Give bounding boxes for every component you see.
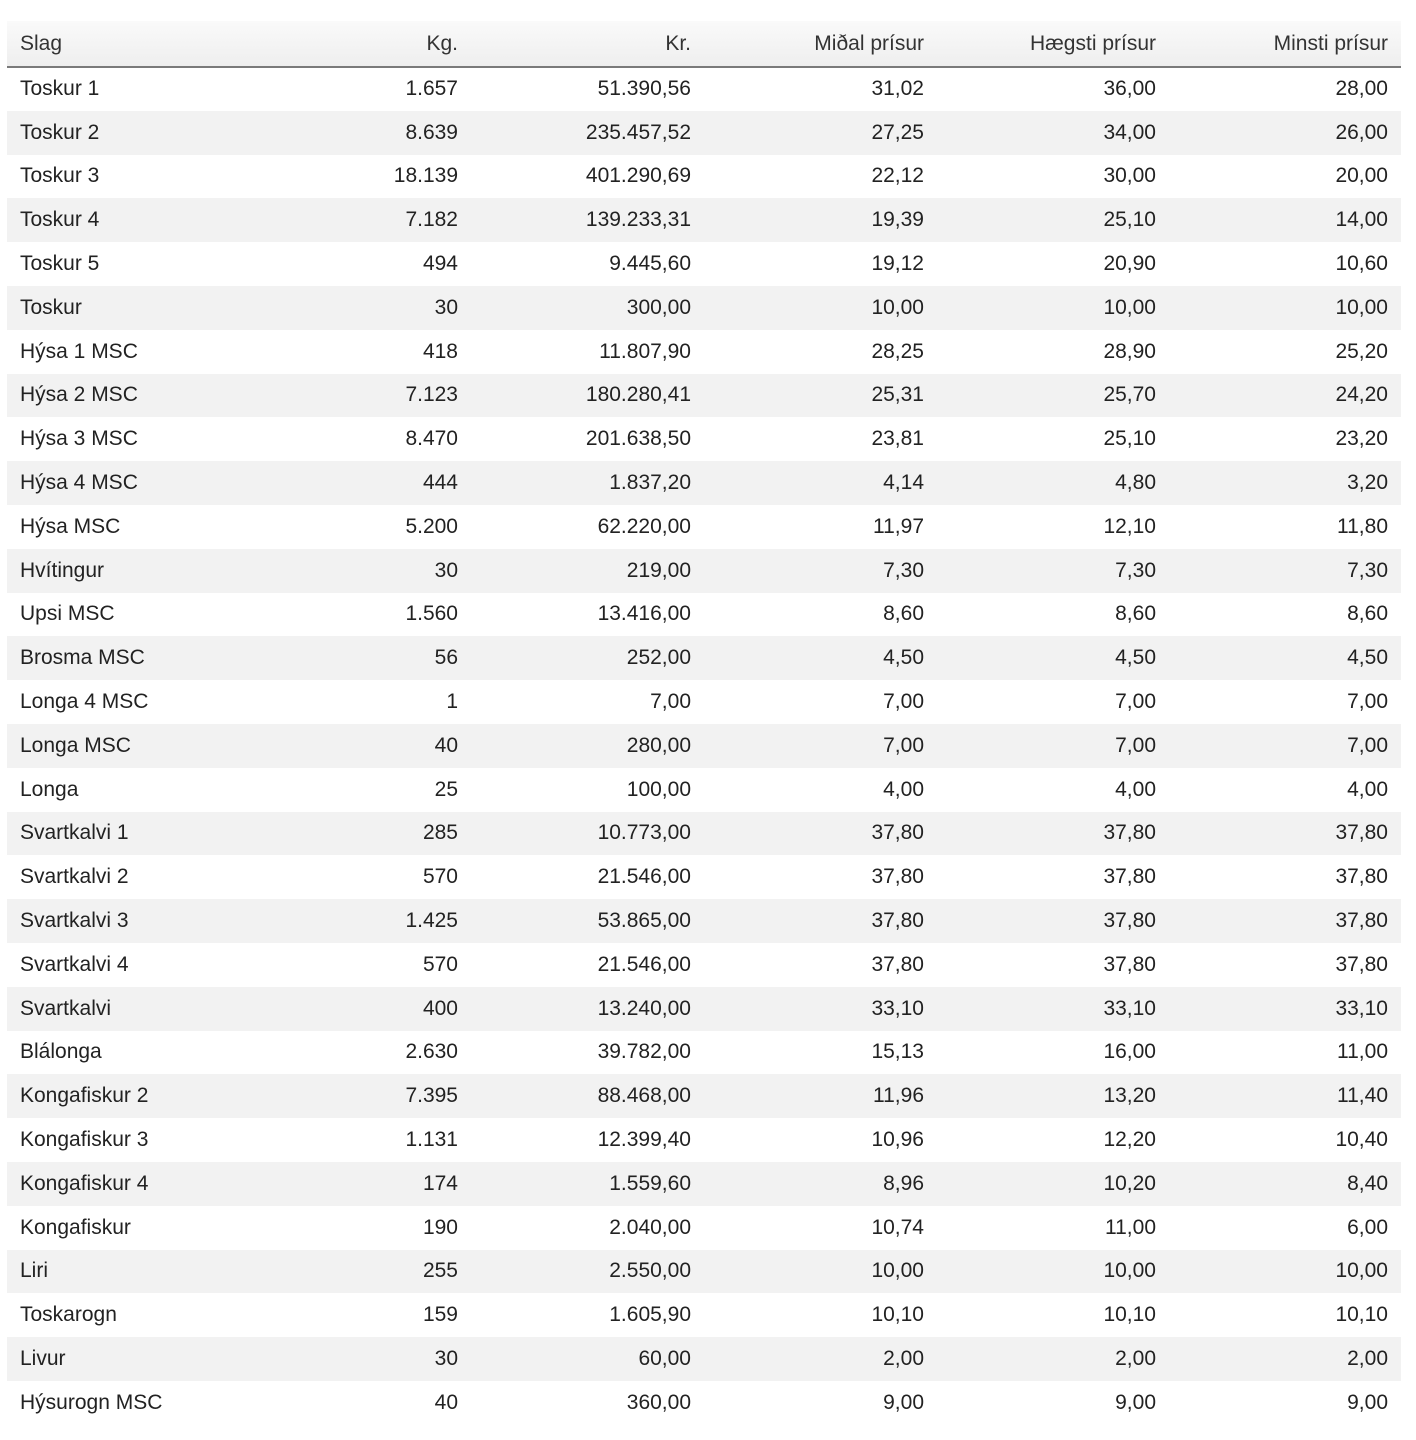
cell-highest-price: 37,80: [1103, 952, 1156, 976]
cell-highest-price: 16,00: [1103, 1040, 1156, 1064]
table-row: [7, 155, 1401, 199]
cell-average-price: 9,00: [883, 1390, 924, 1414]
cell-average-price: 28,25: [871, 339, 924, 363]
table-row: [7, 111, 1401, 155]
table-row: [7, 1118, 1401, 1162]
cell-slag: Hýsa 4 MSC: [20, 471, 138, 495]
cell-kr: 88.468,00: [597, 1084, 691, 1108]
cell-lowest-price: 6,00: [1347, 1215, 1388, 1239]
cell-lowest-price: 10,00: [1335, 295, 1388, 319]
cell-kr: 280,00: [626, 733, 691, 757]
cell-average-price: 37,80: [871, 952, 924, 976]
cell-kr: 10.773,00: [597, 821, 691, 845]
cell-highest-price: 37,80: [1103, 865, 1156, 889]
cell-highest-price: 37,80: [1103, 821, 1156, 845]
cell-lowest-price: 37,80: [1335, 952, 1388, 976]
cell-lowest-price: 4,50: [1347, 646, 1388, 670]
cell-kg: 5.200: [405, 514, 458, 538]
table-row: [7, 67, 1401, 111]
cell-slag: Svartkalvi 3: [20, 909, 129, 933]
cell-average-price: 8,60: [883, 602, 924, 626]
cell-average-price: 22,12: [871, 164, 924, 188]
cell-slag: Svartkalvi 4: [20, 952, 129, 976]
cell-kg: 7.182: [405, 208, 458, 232]
cell-kg: 18.139: [393, 164, 458, 188]
cell-kr: 235.457,52: [585, 120, 691, 144]
table-row: [7, 242, 1401, 286]
cell-highest-price: 36,00: [1103, 77, 1156, 101]
cell-lowest-price: 10,00: [1335, 1259, 1388, 1283]
table-row: [7, 899, 1401, 943]
cell-kg: 40: [434, 733, 458, 757]
cell-average-price: 10,00: [871, 295, 924, 319]
table-header: [7, 21, 1401, 67]
table-row: [7, 636, 1401, 680]
cell-highest-price: 34,00: [1103, 120, 1156, 144]
cell-kg: 285: [422, 821, 458, 845]
cell-kr: 11.807,90: [599, 339, 691, 363]
cell-highest-price: 7,30: [1115, 558, 1156, 582]
cell-kr: 300,00: [626, 295, 691, 319]
cell-average-price: 7,30: [883, 558, 924, 582]
cell-lowest-price: 8,40: [1347, 1171, 1388, 1195]
cell-average-price: 10,00: [871, 1259, 924, 1283]
cell-average-price: 27,25: [871, 120, 924, 144]
table-row: [7, 768, 1401, 812]
cell-lowest-price: 20,00: [1335, 164, 1388, 188]
cell-average-price: 23,81: [871, 427, 924, 451]
cell-lowest-price: 10,60: [1335, 252, 1388, 276]
cell-lowest-price: 37,80: [1335, 865, 1388, 889]
table-row: [7, 461, 1401, 505]
cell-slag: Kongafiskur 4: [20, 1171, 149, 1195]
cell-slag: Toskur 2: [20, 120, 100, 144]
cell-highest-price: 12,10: [1103, 514, 1156, 538]
cell-lowest-price: 4,00: [1347, 777, 1388, 801]
cell-highest-price: 9,00: [1115, 1390, 1156, 1414]
cell-slag: Hýsurogn MSC: [20, 1390, 163, 1414]
cell-kg: 8.470: [405, 427, 458, 451]
cell-average-price: 10,96: [871, 1128, 924, 1152]
cell-kg: 30: [434, 1347, 458, 1370]
cell-highest-price: 20,90: [1103, 252, 1156, 276]
cell-highest-price: 8,60: [1115, 602, 1156, 626]
cell-kg: 8.639: [405, 120, 458, 144]
cell-highest-price: 2,00: [1115, 1347, 1156, 1370]
cell-kr: 219,00: [626, 558, 691, 582]
cell-kg: 494: [422, 252, 458, 276]
cell-kr: 12.399,40: [597, 1128, 691, 1152]
cell-kg: 2.630: [405, 1040, 458, 1064]
cell-kg: 174: [422, 1171, 458, 1195]
cell-highest-price: 4,80: [1115, 471, 1156, 495]
column-header-kr[interactable]: Kr.: [471, 21, 704, 67]
cell-lowest-price: 9,00: [1347, 1390, 1388, 1414]
cell-slag: Livur: [20, 1347, 66, 1370]
cell-highest-price: 4,00: [1115, 777, 1156, 801]
column-header-highest-price[interactable]: Hægsti prísur: [937, 21, 1169, 67]
cell-lowest-price: 14,00: [1335, 208, 1388, 232]
cell-kr: 201.638,50: [585, 427, 691, 451]
cell-highest-price: 33,10: [1103, 996, 1156, 1020]
cell-slag: Toskur 1: [20, 77, 100, 101]
cell-average-price: 19,12: [871, 252, 924, 276]
cell-highest-price: 10,20: [1103, 1171, 1156, 1195]
cell-kg: 1.131: [405, 1128, 458, 1152]
cell-highest-price: 7,00: [1115, 733, 1156, 757]
cell-kg: 1.657: [405, 77, 458, 101]
table-row: [7, 1162, 1401, 1206]
cell-slag: Longa: [20, 777, 79, 801]
cell-lowest-price: 37,80: [1335, 821, 1388, 845]
cell-kr: 13.240,00: [597, 996, 691, 1020]
cell-slag: Liri: [20, 1259, 49, 1283]
cell-highest-price: 10,00: [1103, 1259, 1156, 1283]
cell-average-price: 15,13: [871, 1040, 924, 1064]
price-table: [7, 21, 1401, 1425]
cell-slag: Hvítingur: [20, 558, 105, 582]
cell-kr: 1.837,20: [609, 471, 691, 495]
column-header-lowest-price[interactable]: Minsti prísur: [1169, 21, 1401, 67]
cell-average-price: 7,00: [883, 733, 924, 757]
cell-kr: 39.782,00: [597, 1040, 691, 1064]
cell-slag: Toskur: [20, 295, 82, 319]
cell-lowest-price: 8,60: [1347, 602, 1388, 626]
cell-highest-price: 10,10: [1103, 1303, 1156, 1327]
cell-slag: Hýsa MSC: [20, 514, 121, 538]
cell-slag: Kongafiskur 3: [20, 1128, 149, 1152]
cell-average-price: 4,00: [883, 777, 924, 801]
header-row: [7, 21, 1401, 67]
cell-kg: 56: [434, 646, 458, 670]
cell-lowest-price: 11,80: [1337, 514, 1388, 538]
table-row: [7, 812, 1401, 856]
cell-average-price: 4,50: [883, 646, 924, 670]
cell-kr: 360,00: [626, 1390, 691, 1414]
cell-kr: 2.550,00: [609, 1259, 691, 1283]
cell-slag: Upsi MSC: [20, 602, 115, 626]
table-body: [7, 67, 1401, 1425]
cell-kg: 418: [422, 339, 458, 363]
column-header-kg[interactable]: Kg.: [239, 21, 471, 67]
cell-lowest-price: 10,40: [1335, 1128, 1388, 1152]
table-row: [7, 1250, 1401, 1294]
cell-kg: 570: [422, 865, 458, 889]
table-row: [7, 330, 1401, 374]
cell-slag: Hýsa 3 MSC: [20, 427, 138, 451]
cell-average-price: 31,02: [871, 77, 924, 101]
cell-highest-price: 28,90: [1103, 339, 1156, 363]
cell-highest-price: 25,10: [1103, 208, 1156, 232]
cell-kg: 570: [422, 952, 458, 976]
cell-kg: 400: [422, 996, 458, 1020]
cell-kg: 40: [434, 1390, 458, 1414]
table-row: [7, 374, 1401, 418]
cell-lowest-price: 3,20: [1347, 471, 1388, 495]
cell-average-price: 25,31: [871, 383, 924, 407]
cell-kg: 25: [434, 777, 458, 801]
table-row: [7, 855, 1401, 899]
cell-average-price: 19,39: [871, 208, 924, 232]
cell-lowest-price: 11,00: [1337, 1040, 1388, 1064]
cell-highest-price: 4,50: [1115, 646, 1156, 670]
cell-slag: Toskarogn: [20, 1303, 117, 1327]
cell-highest-price: 25,10: [1103, 427, 1156, 451]
cell-lowest-price: 24,20: [1335, 383, 1388, 407]
cell-kr: 252,00: [626, 646, 691, 670]
table-row: [7, 549, 1401, 593]
cell-kr: 401.290,69: [585, 164, 691, 188]
cell-highest-price: 12,20: [1103, 1128, 1156, 1152]
column-header-slag[interactable]: Slag: [7, 21, 239, 67]
table-row: [7, 417, 1401, 461]
cell-slag: Hýsa 1 MSC: [20, 339, 138, 363]
cell-kr: 9.445,60: [609, 252, 691, 276]
cell-kg: 30: [434, 558, 458, 582]
table-row: [7, 724, 1401, 768]
cell-lowest-price: 26,00: [1335, 120, 1388, 144]
cell-kg: 30: [434, 295, 458, 319]
cell-kg: 255: [422, 1259, 458, 1283]
table-row: [7, 943, 1401, 987]
cell-slag: Longa MSC: [20, 733, 131, 757]
cell-average-price: 7,00: [883, 690, 924, 714]
cell-kr: 180.280,41: [585, 383, 691, 407]
cell-highest-price: 11,00: [1105, 1215, 1156, 1239]
cell-highest-price: 7,00: [1115, 690, 1156, 714]
table-row: [7, 1337, 1401, 1381]
cell-lowest-price: 2,00: [1347, 1347, 1388, 1370]
cell-kr: 139.233,31: [585, 208, 691, 232]
cell-kg: 1: [446, 690, 458, 714]
cell-lowest-price: 7,00: [1347, 733, 1388, 757]
cell-average-price: 2,00: [883, 1347, 924, 1370]
cell-kg: 1.425: [405, 909, 458, 933]
cell-highest-price: 13,20: [1103, 1084, 1156, 1108]
cell-average-price: 10,10: [871, 1303, 924, 1327]
cell-kr: 13.416,00: [597, 602, 691, 626]
column-header-average-price[interactable]: Miðal prísur: [704, 21, 937, 67]
cell-kg: 7.395: [405, 1084, 458, 1108]
cell-average-price: 10,74: [871, 1215, 924, 1239]
cell-lowest-price: 23,20: [1335, 427, 1388, 451]
cell-highest-price: 10,00: [1103, 295, 1156, 319]
cell-lowest-price: 10,10: [1335, 1303, 1388, 1327]
cell-kr: 60,00: [638, 1347, 691, 1370]
cell-lowest-price: 7,00: [1347, 690, 1388, 714]
cell-lowest-price: 25,20: [1335, 339, 1388, 363]
table-row: [7, 1206, 1401, 1250]
cell-lowest-price: 7,30: [1347, 558, 1388, 582]
cell-kg: 444: [422, 471, 458, 495]
cell-lowest-price: 28,00: [1335, 77, 1388, 101]
cell-kg: 159: [422, 1303, 458, 1327]
cell-slag: Toskur 5: [20, 252, 100, 276]
cell-average-price: 37,80: [871, 821, 924, 845]
cell-slag: Toskur 3: [20, 164, 100, 188]
cell-slag: Brosma MSC: [20, 646, 145, 670]
table-row: [7, 593, 1401, 637]
cell-average-price: 11,96: [873, 1084, 924, 1108]
cell-lowest-price: 33,10: [1335, 996, 1388, 1020]
cell-kr: 1.559,60: [609, 1171, 691, 1195]
table-row: [7, 987, 1401, 1031]
cell-kr: 100,00: [626, 777, 691, 801]
cell-average-price: 8,96: [883, 1171, 924, 1195]
cell-kg: 190: [422, 1215, 458, 1239]
cell-kr: 7,00: [650, 690, 691, 714]
cell-kr: 53.865,00: [597, 909, 691, 933]
cell-average-price: 37,80: [871, 909, 924, 933]
table-row: [7, 505, 1401, 549]
cell-average-price: 33,10: [871, 996, 924, 1020]
cell-kg: 7.123: [405, 383, 458, 407]
cell-kr: 2.040,00: [609, 1215, 691, 1239]
cell-slag: Toskur 4: [20, 208, 100, 232]
cell-highest-price: 37,80: [1103, 909, 1156, 933]
cell-kr: 21.546,00: [597, 865, 691, 889]
price-table-container: [7, 21, 1401, 1425]
cell-kr: 51.390,56: [597, 77, 691, 101]
cell-lowest-price: 11,40: [1337, 1084, 1388, 1108]
table-row: [7, 1293, 1401, 1337]
cell-lowest-price: 37,80: [1335, 909, 1388, 933]
table-row: [7, 286, 1401, 330]
cell-kr: 62.220,00: [597, 514, 691, 538]
cell-slag: Hýsa 2 MSC: [20, 383, 138, 407]
cell-highest-price: 30,00: [1103, 164, 1156, 188]
table-row: [7, 680, 1401, 724]
table-row: [7, 1381, 1401, 1425]
cell-highest-price: 25,70: [1103, 383, 1156, 407]
table-row: [7, 198, 1401, 242]
cell-slag: Kongafiskur 2: [20, 1084, 149, 1108]
cell-slag: Svartkalvi 1: [20, 821, 129, 845]
cell-slag: Kongafiskur: [20, 1215, 131, 1239]
cell-slag: Svartkalvi: [20, 996, 112, 1020]
cell-kg: 1.560: [405, 602, 458, 626]
cell-average-price: 4,14: [883, 471, 924, 495]
table-row: [7, 1031, 1401, 1075]
cell-slag: Svartkalvi 2: [20, 865, 129, 889]
cell-slag: Blálonga: [20, 1040, 102, 1064]
cell-kr: 1.605,90: [609, 1303, 691, 1327]
cell-slag: Longa 4 MSC: [20, 690, 149, 714]
table-row: [7, 1074, 1401, 1118]
cell-average-price: 37,80: [871, 865, 924, 889]
cell-average-price: 11,97: [873, 514, 924, 538]
cell-kr: 21.546,00: [597, 952, 691, 976]
